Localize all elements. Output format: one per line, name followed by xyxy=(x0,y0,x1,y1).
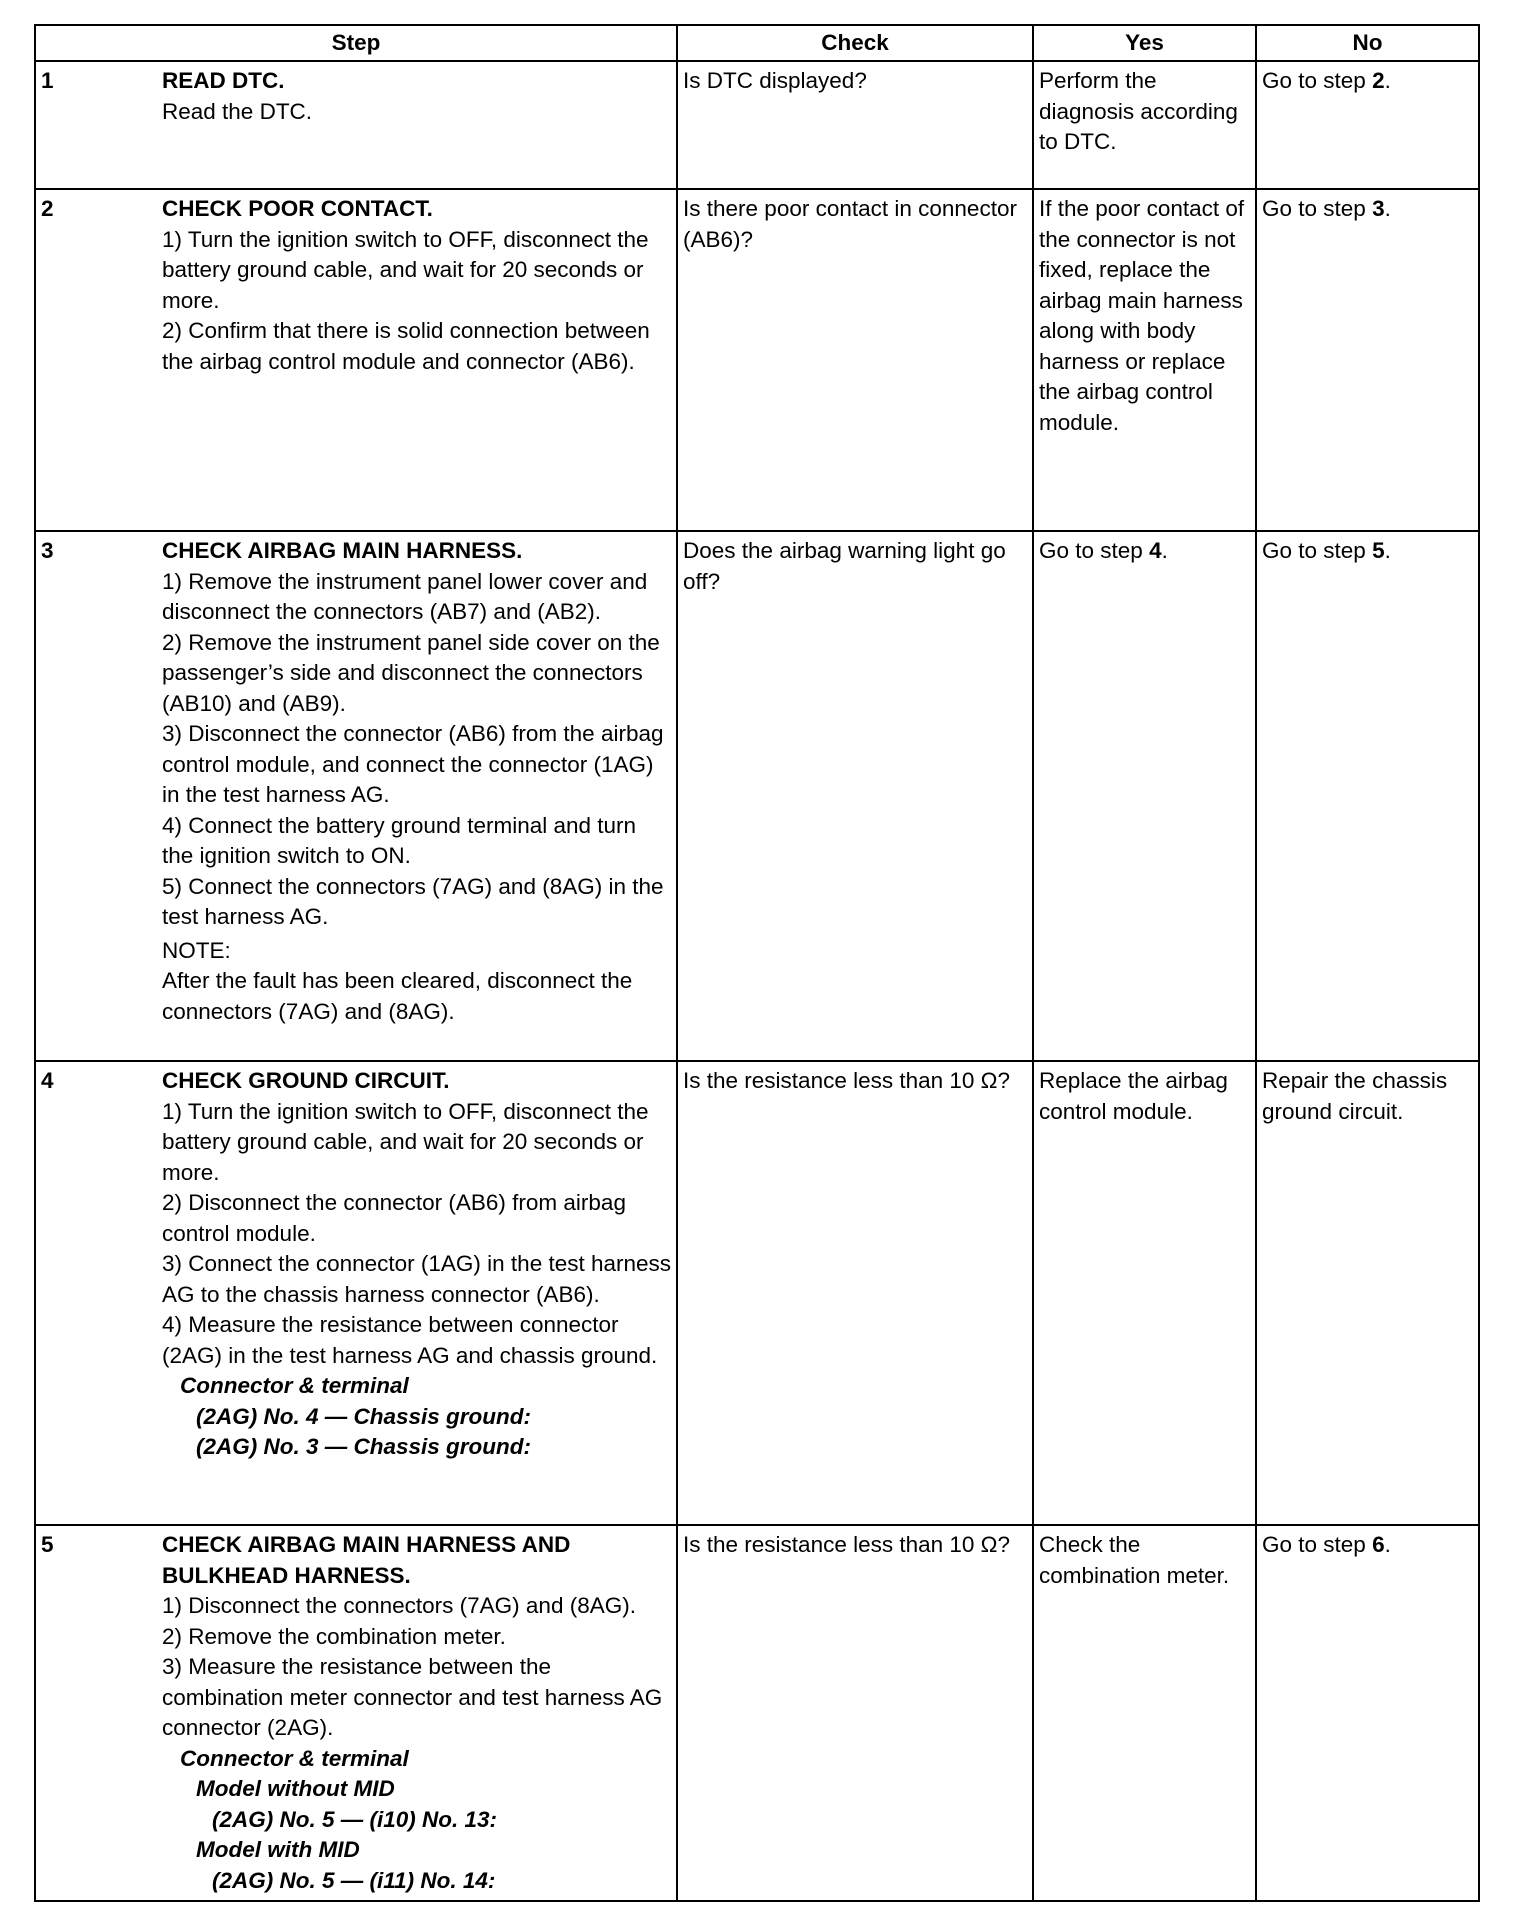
connector-terminal-label: Connector & terminal xyxy=(180,1373,409,1398)
no-cell xyxy=(1256,61,1479,189)
step-instruction: 4) Connect the battery ground terminal and turn the ignition switch to ON. xyxy=(162,812,637,868)
no-cell: Repair the chassis ground circuit. xyxy=(1256,1061,1479,1525)
no-text: Go to step xyxy=(1262,68,1373,93)
step-number: 1 xyxy=(35,61,157,189)
step-instruction: 3) Connect the connector (1AG) in the test harness AG to the chassis harness connector (AB6). xyxy=(162,1251,672,1307)
yes-text: Go to step xyxy=(1039,538,1150,563)
no-suffix: . xyxy=(1384,196,1391,221)
table-row xyxy=(35,1061,1479,1525)
yes-cell: If the poor contact of the connector is not fixed, replace the airbag main harness along with body harness or replace the airbag control module. xyxy=(1033,189,1256,531)
no-step-ref: 5 xyxy=(1372,538,1385,563)
no-text: Go to step xyxy=(1262,196,1373,221)
step-description xyxy=(157,531,677,1061)
connector-terminal-spec: (2AG) No. 5 — (i10) No. 13: xyxy=(212,1806,498,1832)
no-step-ref: 2 xyxy=(1372,68,1385,93)
step-title: READ DTC. xyxy=(162,68,285,93)
yes-cell xyxy=(1033,531,1256,1061)
step-title: CHECK AIRBAG MAIN HARNESS AND BULKHEAD HARNESS. xyxy=(162,1532,571,1588)
step-number: 4 xyxy=(35,1061,157,1525)
no-step-ref: 3 xyxy=(1372,196,1385,221)
check-cell: Is there poor contact in connector (AB6)? xyxy=(677,189,1033,531)
step-instruction: 5) Connect the connectors (7AG) and (8AG) in the test harness AG. xyxy=(162,873,664,929)
step-instruction: Read the DTC. xyxy=(162,98,313,124)
table-row xyxy=(35,61,1479,189)
step-number: 5 xyxy=(35,1525,157,1901)
step-description xyxy=(157,61,677,189)
model-label: Model with MID xyxy=(196,1837,360,1862)
check-cell: Is the resistance less than 10 Ω? xyxy=(677,1061,1033,1525)
step-title: CHECK AIRBAG MAIN HARNESS. xyxy=(162,538,523,563)
table-row xyxy=(35,189,1479,531)
no-cell xyxy=(1256,1525,1479,1901)
table-row xyxy=(35,531,1479,1061)
header-yes: Yes xyxy=(1033,25,1256,61)
step-instruction: 1) Turn the ignition switch to OFF, disconnect the battery ground cable, and wait for 20 seconds or more. xyxy=(162,1098,649,1185)
table-row xyxy=(35,1525,1479,1901)
step-number: 3 xyxy=(35,531,157,1061)
no-suffix: . xyxy=(1384,68,1391,93)
step-instruction: 2) Disconnect the connector (AB6) from airbag control module. xyxy=(162,1190,626,1246)
header-row xyxy=(35,25,1479,61)
diagnosis-table-container xyxy=(34,24,1480,1902)
yes-cell: Replace the airbag control module. xyxy=(1033,1061,1256,1525)
no-text: Go to step xyxy=(1262,1532,1373,1557)
step-number: 2 xyxy=(35,189,157,531)
no-step-ref: 6 xyxy=(1372,1532,1385,1557)
step-instruction: 1) Remove the instrument panel lower cover and disconnect the connectors (AB7) and (AB2). xyxy=(162,568,648,624)
step-instruction: 1) Disconnect the connectors (7AG) and (8AG). xyxy=(162,1593,636,1618)
connector-terminal-spec: (2AG) No. 3 — Chassis ground: xyxy=(196,1434,532,1459)
note-text: After the fault has been cleared, disconnect the connectors (7AG) and (8AG). xyxy=(162,968,633,1024)
model-label: Model without MID xyxy=(196,1776,395,1801)
no-cell xyxy=(1256,189,1479,531)
check-cell: Does the airbag warning light go off? xyxy=(677,531,1033,1061)
no-text: Go to step xyxy=(1262,538,1373,563)
connector-terminal-spec: (2AG) No. 4 — Chassis ground: xyxy=(196,1403,532,1429)
no-cell xyxy=(1256,531,1479,1061)
step-instruction: 2) Remove the instrument panel side cover on the passenger’s side and disconnect the connectors (AB10) and (AB9). xyxy=(162,629,660,716)
note-label: NOTE: xyxy=(162,937,231,963)
step-title: CHECK POOR CONTACT. xyxy=(162,196,433,221)
step-description xyxy=(157,1525,677,1901)
step-title: CHECK GROUND CIRCUIT. xyxy=(162,1068,450,1093)
step-instruction: 2) Remove the combination meter. xyxy=(162,1623,506,1649)
step-instruction: 3) Measure the resistance between the combination meter connector and test harness AG connector (2AG). xyxy=(162,1654,663,1740)
header-check: Check xyxy=(677,25,1033,61)
step-instruction: 1) Turn the ignition switch to OFF, disconnect the battery ground cable, and wait for 20 seconds or more. xyxy=(162,226,649,313)
step-description xyxy=(157,1061,677,1525)
header-step: Step xyxy=(35,25,677,61)
step-instruction: 2) Confirm that there is solid connection between the airbag control module and connector (AB6). xyxy=(162,318,650,374)
yes-cell: Perform the diagnosis according to DTC. xyxy=(1033,61,1256,189)
diagnosis-table xyxy=(34,24,1480,1902)
connector-terminal-label: Connector & terminal xyxy=(180,1745,409,1771)
yes-cell: Check the combination meter. xyxy=(1033,1525,1256,1901)
connector-terminal-spec: (2AG) No. 5 — (i11) No. 14: xyxy=(212,1867,496,1893)
step-instruction: 3) Disconnect the connector (AB6) from the airbag control module, and connect the connector (1AG) in the test harness AG. xyxy=(162,721,664,807)
no-suffix: . xyxy=(1384,1532,1391,1557)
yes-step-ref: 4 xyxy=(1149,538,1162,563)
no-suffix: . xyxy=(1384,538,1391,563)
check-cell: Is DTC displayed? xyxy=(677,61,1033,189)
step-description xyxy=(157,189,677,531)
check-cell: Is the resistance less than 10 Ω? xyxy=(677,1525,1033,1901)
yes-suffix: . xyxy=(1161,538,1168,563)
header-no: No xyxy=(1256,25,1479,61)
step-instruction: 4) Measure the resistance between connector (2AG) in the test harness AG and chassis ground. xyxy=(162,1312,658,1368)
